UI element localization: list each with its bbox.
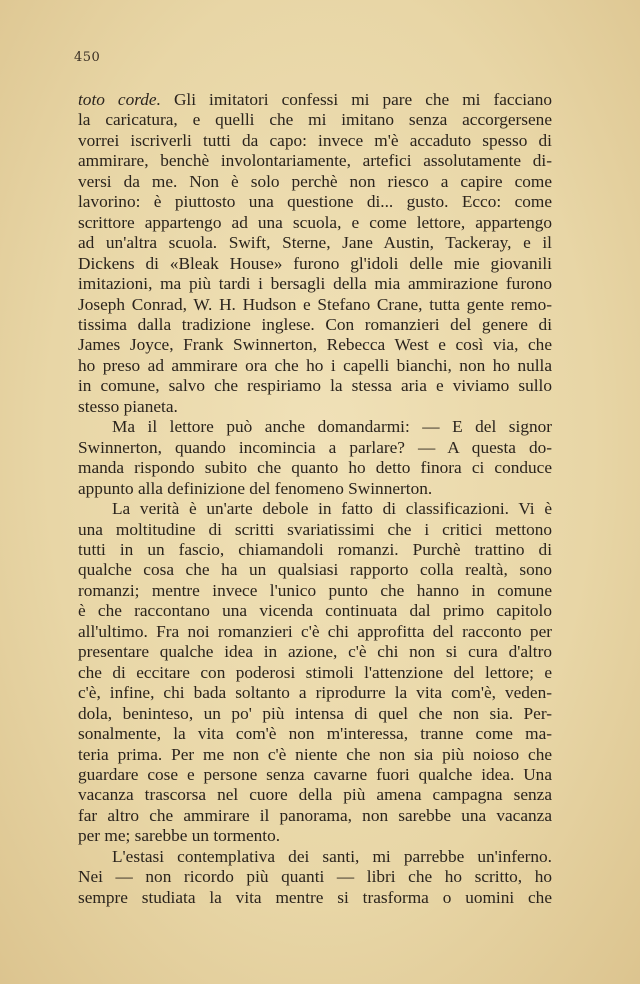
text-line <box>78 867 552 887</box>
text-line <box>78 745 552 765</box>
text-line <box>78 601 552 621</box>
text-line <box>78 213 552 233</box>
line-text: lavorino: è piuttosto una questione di... gusto. Ecco: come <box>78 192 552 212</box>
line-text: teria prima. Per me non c'è niente che non sia più noioso che <box>78 744 552 764</box>
line-text: sempre studiata la vita mentre si trasforma o uomini che <box>78 887 552 907</box>
text-line <box>78 826 552 846</box>
line-text: versi da me. Non è solo perchè non riesco a capire come <box>78 171 552 191</box>
text-line <box>78 458 552 478</box>
line-text: La verità è un'arte debole in fatto di classificazioni. Vi è <box>112 499 552 519</box>
line-text: Swinnerton, quando incomincia a parlare? — A questa do- <box>78 437 552 457</box>
line-text: ad un'altra scuola. Swift, Sterne, Jane Austin, Tackeray, e il <box>78 233 552 253</box>
text-line <box>78 785 552 805</box>
line-text: ho preso ad ammirare ora che ho i capelli bianchi, non ho nulla <box>78 355 552 375</box>
text-line <box>78 499 552 519</box>
text-line <box>78 888 552 908</box>
line-text: sonalmente, la vita com'è non m'interessa, tranne come ma- <box>78 724 552 744</box>
line-text: appunto alla definizione del fenomeno Swinnerton. <box>78 478 433 498</box>
text-line <box>78 110 552 130</box>
line-text: vorrei iscriverli tutti da capo: invece m'è accaduto spesso di <box>78 130 552 150</box>
text-line <box>78 704 552 724</box>
text-line <box>78 397 552 417</box>
line-text: guardare cose e persone senza cavarne fuori qualche idea. Una <box>78 764 552 784</box>
text-line <box>78 724 552 744</box>
italic-lead: toto corde. <box>78 90 161 109</box>
text-line <box>78 233 552 253</box>
text-line <box>78 131 552 151</box>
line-text: tutti in un fascio, chiamandoli romanzi. Purchè trattino di <box>78 539 552 559</box>
line-text: romanzi; mentre invece l'unico punto che hanno in comune <box>78 580 552 600</box>
line-text: presentare qualche idea in azione, c'è chi non si cura d'altro <box>78 642 552 662</box>
text-line <box>78 642 552 662</box>
line-text: per me; sarebbe un tormento. <box>78 826 281 846</box>
text-line <box>78 172 552 192</box>
text-line <box>78 847 552 867</box>
text-line <box>78 622 552 642</box>
line-text: James Joyce, Frank Swinnerton, Rebecca West e così via, che <box>78 335 552 355</box>
line-text: scrittore appartengo ad una scuola, e come lettore, appartengo <box>78 212 552 232</box>
text-line <box>78 335 552 355</box>
text-line <box>78 90 552 110</box>
line-text: c'è, infine, chi bada soltanto a riprodurre la vita com'è, veden- <box>78 683 552 703</box>
line-text: una moltitudine di scritti svariatissimi che i critici mettono <box>78 519 552 539</box>
line-text: è che raccontano una vicenda continuata dal primo capitolo <box>78 601 552 621</box>
line-text: manda rispondo subito che quanto ho detto finora ci conduce <box>78 458 552 478</box>
line-text: Dickens di «Bleak House» furono gl'idoli delle mie giovanili <box>78 253 552 273</box>
line-text: ammirare, benchè involontariamente, artefici assolutamente di- <box>78 151 552 171</box>
text-line <box>78 192 552 212</box>
text-line <box>78 417 552 437</box>
line-text: che di eccitare con poderosi stimoli l'attenzione del lettore; e <box>78 662 552 682</box>
text-line <box>78 356 552 376</box>
text-line <box>78 560 552 580</box>
text-line <box>78 806 552 826</box>
line-text: la caricatura, e quelli che mi imitano senza accorgersene <box>78 110 552 130</box>
text-line <box>78 376 552 396</box>
line-text: imitazioni, ma più tardi i bersagli della mia ammirazione furono <box>78 274 552 294</box>
line-text: L'estasi contemplativa dei santi, mi parrebbe un'inferno. <box>112 846 552 866</box>
text-line <box>78 663 552 683</box>
line-text: Joseph Conrad, W. H. Hudson e Stefano Crane, tutta gente remo- <box>78 294 552 314</box>
line-text: tissima dalla tradizione inglese. Con romanzieri del genere di <box>78 314 552 334</box>
text-line <box>78 151 552 171</box>
line-text: qualche cosa che ha un qualsiasi rapporto colla realtà, sono <box>78 560 552 580</box>
line-text: in comune, salvo che respiriamo la stessa aria e viviamo sullo <box>78 376 552 396</box>
text-line <box>78 438 552 458</box>
line-text: vacanza trascorsa nel cuore della più amena campagna senza <box>78 785 552 805</box>
line-text: Ma il lettore può anche domandarmi: — E del signor <box>112 417 552 437</box>
line-text: dola, beninteso, un po' più intensa di quel che non sia. Per- <box>78 703 552 723</box>
page-number: 450 <box>74 50 101 65</box>
text-line <box>78 254 552 274</box>
text-line <box>78 540 552 560</box>
line-text: far altro che ammirare il panorama, non sarebbe una vacanza <box>78 805 552 825</box>
text-line <box>78 479 552 499</box>
text-line <box>78 274 552 294</box>
body-text <box>78 90 552 908</box>
text-line <box>78 683 552 703</box>
text-line <box>78 765 552 785</box>
line-text: all'ultimo. Fra noi romanzieri c'è chi approfitta del racconto per <box>78 621 552 641</box>
line-text: Nei — non ricordo più quanti — libri che ho scritto, ho <box>78 867 552 887</box>
text-line <box>78 295 552 315</box>
text-line <box>78 520 552 540</box>
text-line <box>78 581 552 601</box>
text-line <box>78 315 552 335</box>
line-text: stesso pianeta. <box>78 396 178 416</box>
line-text: Gli imitatori confessi mi pare che mi facciano <box>173 90 552 109</box>
